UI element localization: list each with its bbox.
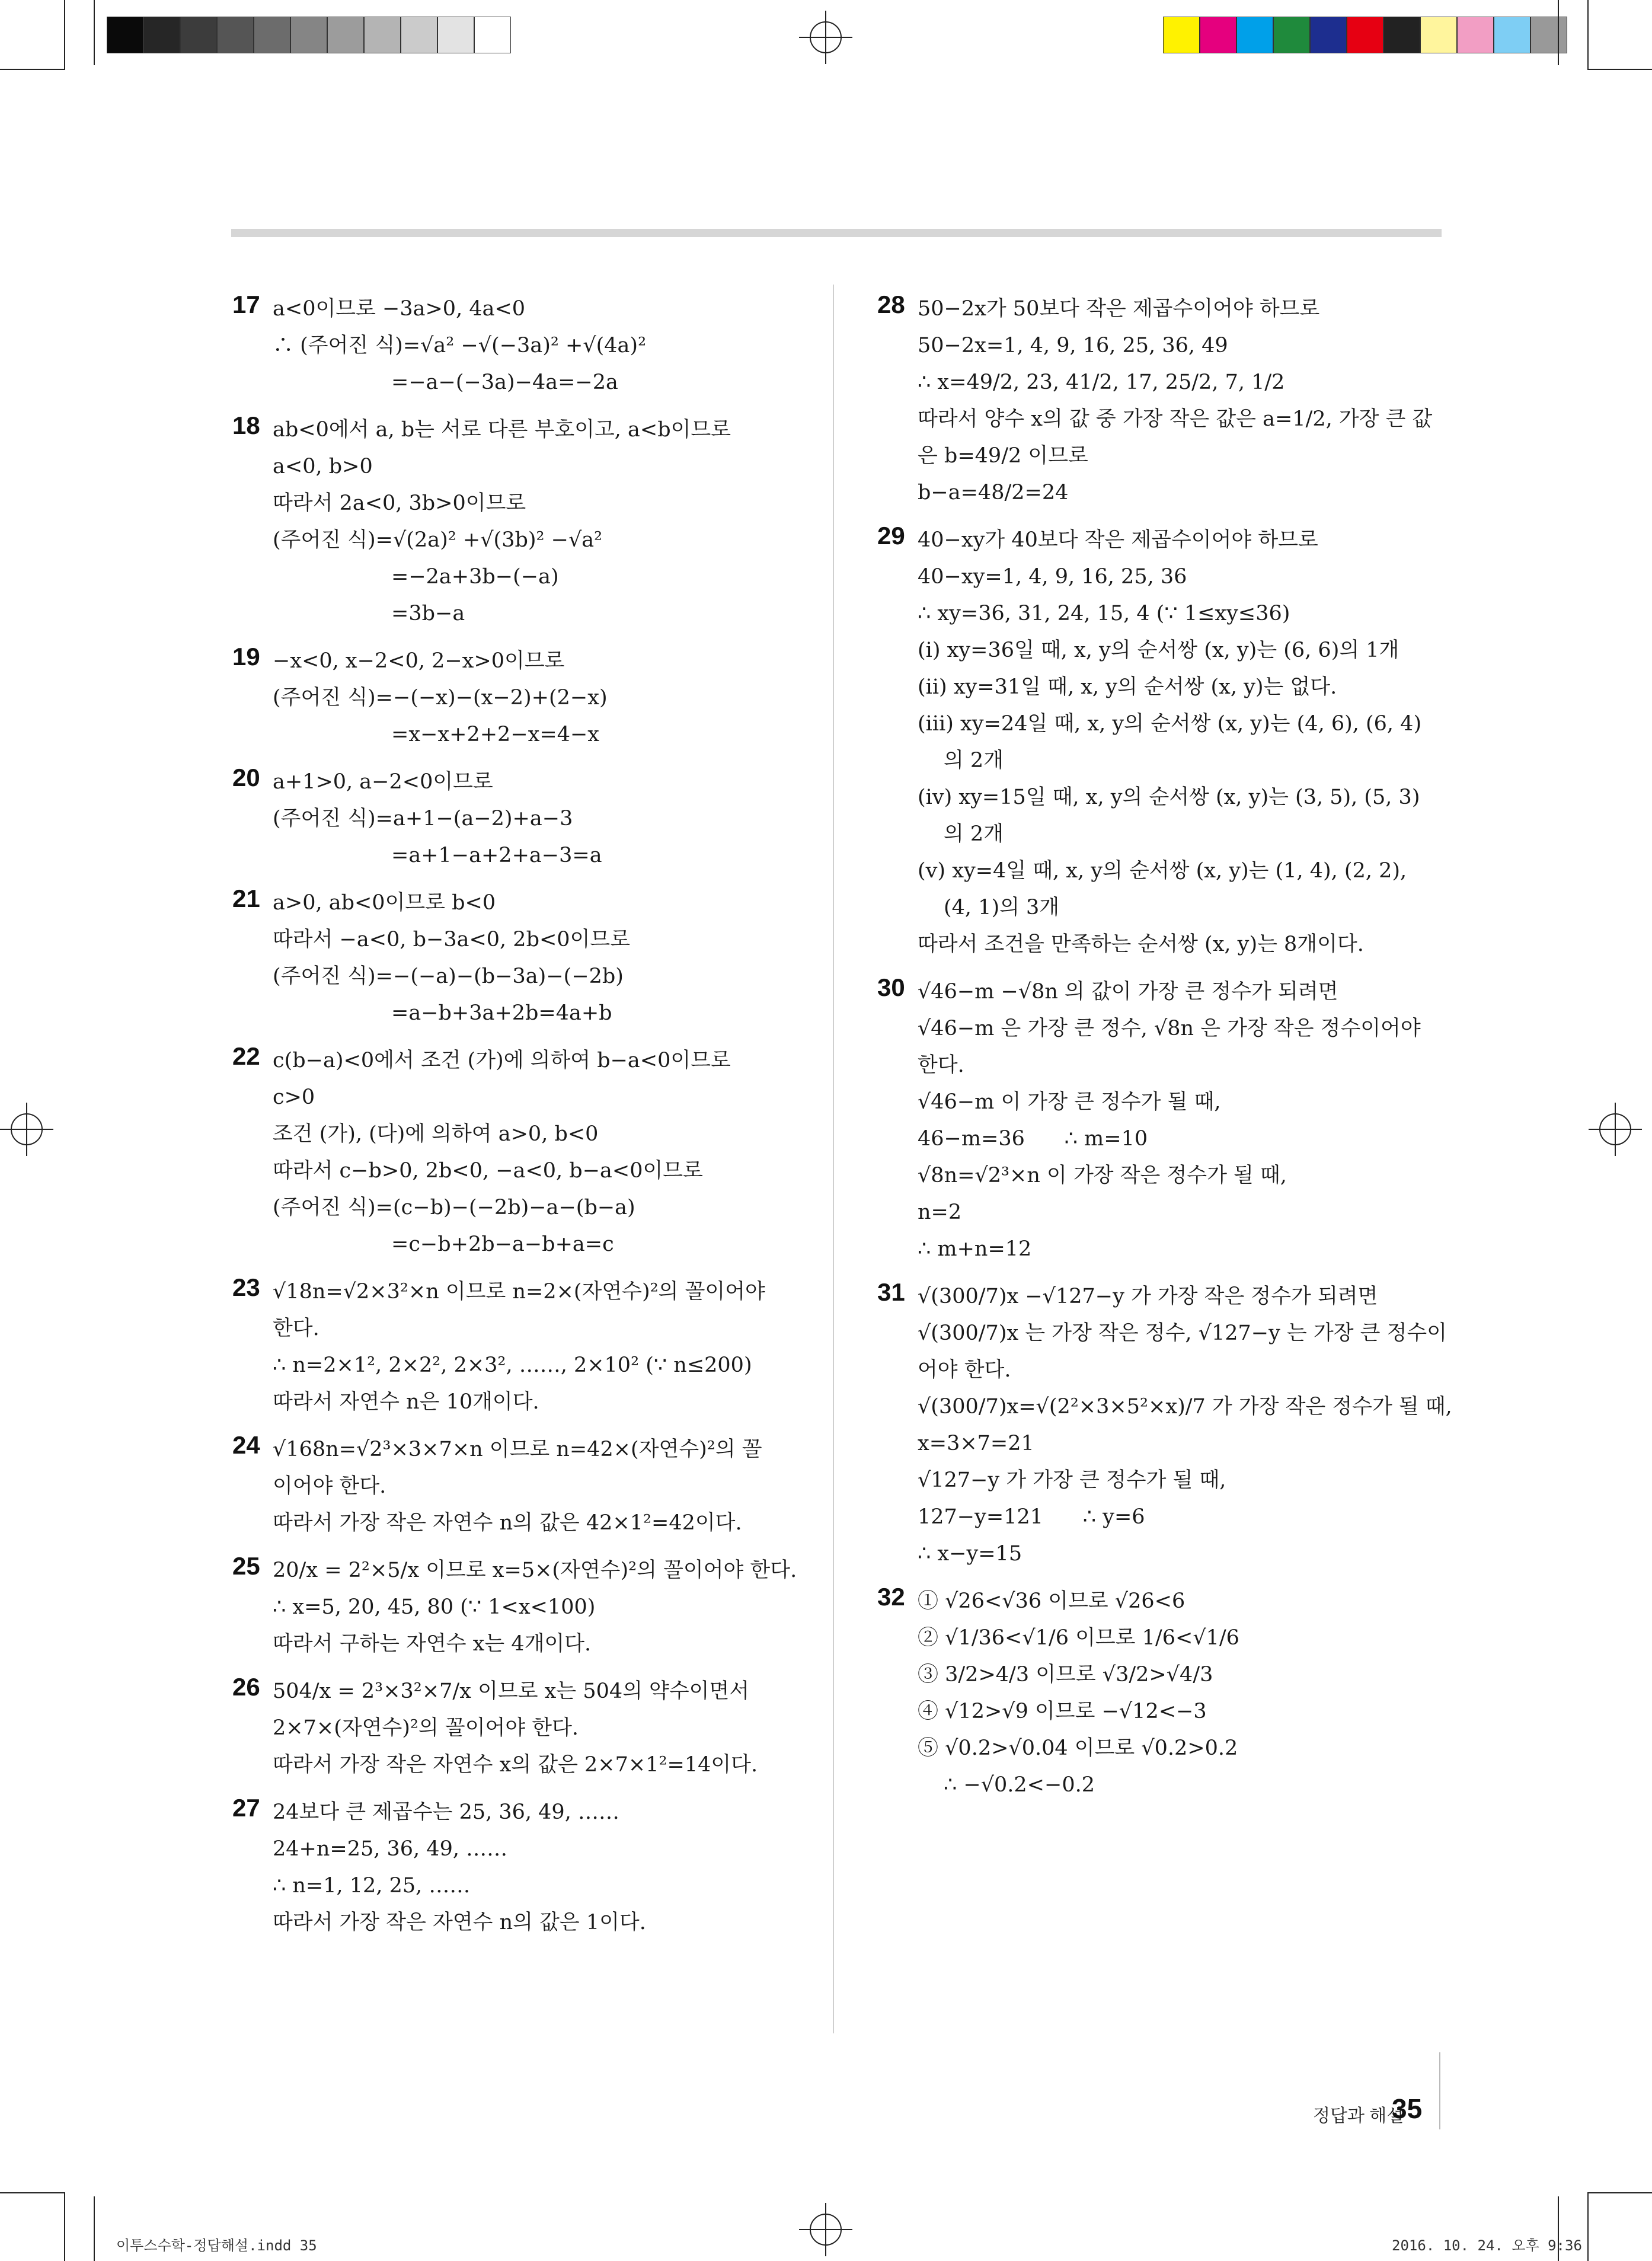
solution-line: ② √1/36<√1/6 이므로 1/6<√1/6 — [918, 1626, 1239, 1650]
solution-line: (주어진 식)=√(2a)² +√(3b)² −√a² — [273, 528, 603, 552]
registration-mark-icon — [799, 2203, 852, 2256]
problem-31 — [877, 1278, 1452, 1572]
color-swatch — [1236, 17, 1273, 53]
solution-line: √46−m 은 가장 큰 정수, √8n 은 가장 작은 정수이어야 — [918, 1017, 1421, 1040]
solution-line: 24보다 큰 제곱수는 25, 36, 49, …… — [273, 1800, 619, 1824]
solution-line: ∴ x−y=15 — [918, 1542, 1022, 1566]
solution-line: √46−m −√8n 의 값이 가장 큰 정수가 되려면 — [918, 980, 1338, 1004]
problem-27 — [232, 1794, 778, 1941]
solution-line: (ⅳ) xy=15일 때, x, y의 순서쌍 (x, y)는 (3, 5), (5, 3) — [918, 785, 1420, 809]
problem-21 — [232, 884, 778, 1031]
solution-line: 40−xy가 40보다 작은 제곱수이어야 하므로 — [918, 528, 1318, 552]
problem-number: 22 — [232, 1042, 260, 1070]
color-swatch — [364, 17, 401, 53]
color-swatch — [1494, 17, 1530, 53]
crop-mark — [1587, 2192, 1652, 2193]
solution-line: (4, 1)의 3개 — [944, 896, 1060, 919]
solution-line: ① √26<√36 이므로 √26<6 — [918, 1589, 1186, 1613]
solution-line: √(300/7)x=√(2²×3×5²×x)/7 가 가장 작은 정수가 될 때, — [918, 1395, 1452, 1419]
solution-line: =a+1−a+2+a−3=a — [391, 844, 602, 867]
color-calibration-strip — [1163, 17, 1567, 53]
solution-line: (주어진 식)=a+1−(a−2)+a−3 — [273, 807, 573, 831]
solution-line: a+1>0, a−2<0이므로 — [273, 770, 493, 794]
problem-number: 25 — [232, 1552, 260, 1580]
problem-number: 20 — [232, 764, 260, 791]
problem-number: 31 — [877, 1278, 905, 1306]
problem-number: 23 — [232, 1273, 260, 1301]
crop-mark — [0, 2192, 65, 2193]
solution-line: ∴ −√0.2<−0.2 — [944, 1773, 1095, 1797]
solution-line: (ⅲ) xy=24일 때, x, y의 순서쌍 (x, y)는 (4, 6), (6, 4) — [918, 712, 1422, 736]
color-swatch — [107, 17, 143, 53]
solution-line: 은 b=49/2 이므로 — [918, 444, 1088, 468]
solution-line: 한다. — [273, 1317, 319, 1340]
problem-number: 18 — [232, 411, 260, 439]
color-swatch — [1457, 17, 1494, 53]
solution-line: a<0이므로 −3a>0, 4a<0 — [273, 297, 526, 321]
solution-line: 50−2x=1, 4, 9, 16, 25, 36, 49 — [918, 334, 1228, 357]
color-swatch — [180, 17, 217, 53]
color-swatch — [474, 17, 511, 53]
color-swatch — [1420, 17, 1457, 53]
footer-rule — [1439, 2052, 1440, 2129]
solution-line: a<0, b>0 — [273, 455, 373, 478]
color-swatch — [217, 17, 254, 53]
right-column — [877, 290, 1452, 1814]
solution-line: 따라서 2a<0, 3b>0이므로 — [273, 491, 526, 515]
solution-line: (주어진 식)=−(−a)−(b−3a)−(−2b) — [273, 965, 624, 988]
solution-line: 따라서 가장 작은 자연수 n의 값은 1이다. — [273, 1911, 646, 1934]
solution-line: c(b−a)<0에서 조건 (가)에 의하여 b−a<0이므로 — [273, 1049, 731, 1072]
gray-calibration-strip — [107, 17, 511, 53]
solution-line: ∴ n=2×1², 2×2², 2×3², ……, 2×10² (∵ n≤200) — [273, 1353, 752, 1377]
solution-line: =c−b+2b−a−b+a=c — [391, 1232, 614, 1256]
solution-line: ∴ x=5, 20, 45, 80 (∵ 1<x<100) — [273, 1595, 596, 1619]
registration-mark-icon — [799, 11, 852, 64]
crop-mark — [1558, 0, 1559, 65]
solution-line: n=2 — [918, 1200, 962, 1224]
solution-line: 504/x = 2³×3²×7/x 이므로 x는 504의 약수이면서 — [273, 1679, 750, 1703]
problem-number: 29 — [877, 522, 905, 550]
solution-line: (주어진 식)=−(−x)−(x−2)+(2−x) — [273, 686, 608, 710]
problem-29 — [877, 522, 1423, 963]
solution-line: ∴ x=49/2, 23, 41/2, 17, 25/2, 7, 1/2 — [918, 371, 1285, 394]
solution-line: ③ 3/2>4/3 이므로 √3/2>√4/3 — [918, 1663, 1213, 1687]
solution-line: ∴ n=1, 12, 25, …… — [273, 1874, 471, 1898]
crop-mark — [94, 0, 95, 65]
solution-line: 어야 한다. — [918, 1358, 1011, 1382]
solution-line: √46−m 이 가장 큰 정수가 될 때, — [918, 1090, 1221, 1114]
solution-line: √127−y 가 가장 큰 정수가 될 때, — [918, 1468, 1226, 1492]
problem-24 — [232, 1431, 778, 1541]
solution-line: ∴ m+n=12 — [918, 1237, 1032, 1261]
color-swatch — [254, 17, 290, 53]
color-swatch — [1383, 17, 1420, 53]
solution-line: √18n=√2×3²×n 이므로 n=2×(자연수)²의 꼴이어야 — [273, 1280, 765, 1304]
solution-line: 의 2개 — [944, 822, 1004, 846]
solution-line: a>0, ab<0이므로 b<0 — [273, 891, 496, 915]
color-swatch — [1310, 17, 1347, 53]
color-swatch — [1273, 17, 1310, 53]
problem-number: 19 — [232, 643, 260, 670]
problem-number: 24 — [232, 1431, 260, 1459]
solution-line: (ⅱ) xy=31일 때, x, y의 순서쌍 (x, y)는 없다. — [918, 675, 1337, 699]
solution-line: √8n=√2³×n 이 가장 작은 정수가 될 때, — [918, 1164, 1287, 1187]
problem-22 — [232, 1042, 778, 1263]
solution-line: =−2a+3b−(−a) — [391, 565, 559, 589]
solution-line: =−a−(−3a)−4a=−2a — [391, 371, 618, 394]
solution-line: ⑤ √0.2>√0.04 이므로 √0.2>0.2 — [918, 1736, 1238, 1760]
color-swatch — [1347, 17, 1383, 53]
solution-line: 이어야 한다. — [273, 1474, 386, 1498]
left-column — [232, 290, 797, 1952]
crop-mark — [64, 0, 65, 70]
problem-17 — [232, 290, 778, 401]
problem-number: 30 — [877, 973, 905, 1001]
solution-line: 따라서 가장 작은 자연수 x의 값은 2×7×1²=14이다. — [273, 1753, 758, 1777]
problem-number: 21 — [232, 884, 260, 912]
crop-mark — [1587, 0, 1589, 70]
solution-line: 조건 (가), (다)에 의하여 a>0, b<0 — [273, 1122, 599, 1146]
solution-line: −x<0, x−2<0, 2−x>0이므로 — [273, 649, 565, 673]
problem-18 — [232, 411, 778, 632]
problem-19 — [232, 643, 778, 753]
problem-23 — [232, 1273, 778, 1420]
solution-line: ∴ (주어진 식)=√a² −√(−3a)² +√(4a)² — [273, 334, 647, 357]
crop-mark — [1587, 69, 1652, 70]
registration-mark-icon — [0, 1103, 53, 1156]
problem-26 — [232, 1673, 778, 1783]
solution-line: ab<0에서 a, b는 서로 다른 부호이고, a<b이므로 — [273, 418, 731, 442]
solution-line: (ⅴ) xy=4일 때, x, y의 순서쌍 (x, y)는 (1, 4), (2, 2), — [918, 859, 1407, 883]
color-swatch — [401, 17, 437, 53]
solution-line: 20/x = 2²×5/x 이므로 x=5×(자연수)²의 꼴이어야 한다. — [273, 1559, 797, 1582]
crop-mark — [94, 2196, 95, 2261]
solution-line: √(300/7)x −√127−y 가 가장 작은 정수가 되려면 — [918, 1285, 1378, 1308]
solution-line: ④ √12>√9 이므로 −√12<−3 — [918, 1700, 1207, 1723]
solution-line: =a−b+3a+2b=4a+b — [391, 1001, 612, 1025]
solution-line: 의 2개 — [944, 749, 1004, 772]
registration-mark-icon — [1589, 1103, 1642, 1156]
solution-line: 따라서 c−b>0, 2b<0, −a<0, b−a<0이므로 — [273, 1159, 703, 1183]
problem-30 — [877, 973, 1423, 1267]
slug-timestamp: 2016. 10. 24. 오후 9:36 — [1392, 2237, 1582, 2254]
solution-line: 46−m=36 ∴ m=10 — [918, 1127, 1148, 1151]
solution-line: 2×7×(자연수)²의 꼴이어야 한다. — [273, 1716, 579, 1740]
solution-line: x=3×7=21 — [918, 1432, 1034, 1455]
crop-mark — [0, 69, 65, 70]
solution-line: 따라서 자연수 n은 10개이다. — [273, 1390, 539, 1414]
solution-line: c>0 — [273, 1085, 315, 1109]
problem-number: 32 — [877, 1583, 905, 1611]
color-swatch — [1530, 17, 1567, 53]
crop-mark — [64, 2192, 65, 2261]
slug-filename: 이투스수학-정답해설.indd 35 — [116, 2237, 317, 2254]
solution-line: 한다. — [918, 1053, 964, 1077]
header-rule — [231, 229, 1442, 237]
problem-28 — [877, 290, 1433, 511]
solution-line: 따라서 조건을 만족하는 순서쌍 (x, y)는 8개이다. — [918, 932, 1364, 956]
solution-line: 40−xy=1, 4, 9, 16, 25, 36 — [918, 565, 1187, 589]
solution-line: 따라서 구하는 자연수 x는 4개이다. — [273, 1632, 592, 1656]
solution-line: b−a=48/2=24 — [918, 481, 1069, 504]
solution-line: 127−y=121 ∴ y=6 — [918, 1505, 1145, 1529]
problem-number: 28 — [877, 290, 905, 318]
solution-line: 따라서 양수 x의 값 중 가장 작은 값은 a=1/2, 가장 큰 값 — [918, 407, 1433, 431]
color-swatch — [327, 17, 364, 53]
solution-line: √(300/7)x 는 가장 작은 정수, √127−y 는 가장 큰 정수이 — [918, 1321, 1448, 1345]
solution-line: 따라서 가장 작은 자연수 n의 값은 42×1²=42이다. — [273, 1511, 742, 1535]
solution-line: 50−2x가 50보다 작은 제곱수이어야 하므로 — [918, 297, 1320, 321]
problem-32 — [877, 1583, 1423, 1803]
solution-line: ∴ xy=36, 31, 24, 15, 4 (∵ 1≤xy≤36) — [918, 602, 1290, 625]
solution-line: (ⅰ) xy=36일 때, x, y의 순서쌍 (x, y)는 (6, 6)의 1개 — [918, 638, 1399, 662]
solution-line: =x−x+2+2−x=4−x — [391, 723, 600, 746]
color-swatch — [1163, 17, 1200, 53]
color-swatch — [437, 17, 474, 53]
problem-number: 26 — [232, 1673, 260, 1701]
footer-section-label: 정답과 해설 — [1313, 2106, 1404, 2126]
color-swatch — [1200, 17, 1236, 53]
color-swatch — [143, 17, 180, 53]
page-number: 35 — [1392, 2093, 1423, 2124]
problem-number: 17 — [232, 290, 260, 318]
problem-number: 27 — [232, 1794, 260, 1822]
problem-25 — [232, 1552, 797, 1662]
solution-line: √168n=√2³×3×7×n 이므로 n=42×(자연수)²의 꼴 — [273, 1438, 762, 1461]
crop-mark — [1587, 2192, 1589, 2261]
problem-20 — [232, 764, 778, 874]
color-swatch — [290, 17, 327, 53]
solution-line: 따라서 −a<0, b−3a<0, 2b<0이므로 — [273, 928, 631, 951]
solution-line: =3b−a — [391, 602, 465, 625]
column-divider — [833, 285, 834, 2033]
solution-line: (주어진 식)=(c−b)−(−2b)−a−(b−a) — [273, 1196, 635, 1219]
solution-line: 24+n=25, 36, 49, …… — [273, 1837, 508, 1861]
